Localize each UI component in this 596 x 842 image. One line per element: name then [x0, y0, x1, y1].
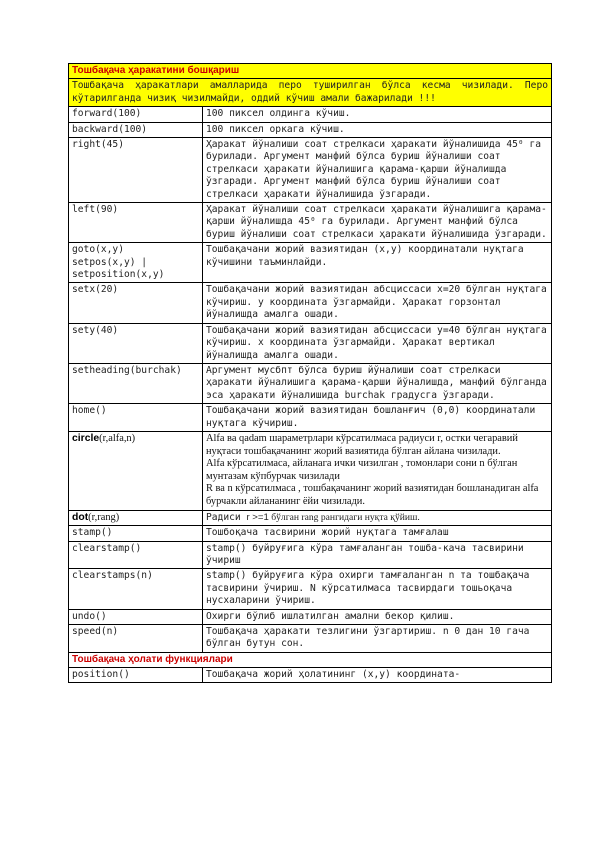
description-cell: Тошбақачани жорий вазиятидан абсциссаси y=40 бўлган нуқтага кўчириш. x координата ўзгармайди. Ҳаракат вертикал йўналишда амалга ошади.	[203, 323, 552, 363]
section-header-row	[69, 652, 552, 667]
command-cell: undo()	[69, 609, 203, 624]
description-cell: Тошбақача ҳаракати тезлигини ўзгартириш. n 0 дан 10 гача бўлган бутун сон.	[203, 624, 552, 652]
description-cell: Тошбақачани жорий вазиятидан бошланғич (0,0) координатали нуқтага кўчириш.	[203, 404, 552, 432]
note-row	[69, 79, 552, 107]
table-row	[69, 667, 552, 682]
pen-note: Тошбақача ҳаракатлари амалларида перо туширилган бўлса кесма чизилади. Перо кўтарилганда чизиқ чизилмайди, оддий кўчиш амали бажарилади !!!	[69, 79, 552, 107]
table-row	[69, 526, 552, 541]
description-cell: Охирги бўлиб ишлатилган амални бекор қилиш.	[203, 609, 552, 624]
command-cell: clearstamp()	[69, 541, 203, 569]
dot-desc-c: бўлган rang рангидаги нуқта қўйиш.	[268, 511, 420, 523]
description-cell: Ҳаракат йўналиши соат стрелкаси ҳаракати йўналишида 45⁰ га бурилади. Аргумент манфий бўлса буриш йўналиши соат стрелкаси ҳаракати йўналишига қарама-қарши йўналишда ўзгаради. Аргумент манфий бўлса буриш йўналиши соат стрелкаси ҳаракати йўналишида ўзгаради.	[203, 138, 552, 203]
table-row-circle	[69, 431, 552, 510]
circle-command-args: (r,alfa,n)	[99, 432, 136, 444]
table-row	[69, 243, 552, 283]
table-row	[69, 323, 552, 363]
table-row	[69, 107, 552, 122]
description-cell: stamp() буйруғига кўра охирги тамғаланган n та тошбақача тасвирини ўчириш. N кўрсатилмаса тасвирдаги тошьоқача нусхаларини ўчириш.	[203, 569, 552, 609]
command-cell: backward(100)	[69, 122, 203, 137]
dot-command-args: (r,rang)	[88, 511, 120, 523]
command-cell: forward(100)	[69, 107, 203, 122]
table-row	[69, 624, 552, 652]
command-cell: left(90)	[69, 203, 203, 243]
table-row-dot	[69, 510, 552, 526]
command-cell: setheading(burchak)	[69, 363, 203, 403]
dot-command-name: dot	[72, 511, 89, 523]
description-cell: 100 пиксел олдинга кўчиш.	[203, 107, 552, 122]
description-cell: Тошбақача жорий ҳолатининг (x,y) координата-	[203, 667, 552, 682]
table-row	[69, 363, 552, 403]
circle-command-name: circle	[72, 432, 100, 444]
section-header-row	[69, 64, 552, 79]
description-cell: Аргумент мусбпт бўлса буриш йўналиши соат стрелкаси ҳаракати йўналишига қарама-қарши йўналишда, манфий бўлганда эса ҳаракати йўналишида burchak градусга ўзгаради.	[203, 363, 552, 403]
section-title-movement: Тошбақача ҳаракатини бошқариш	[69, 64, 552, 79]
command-cell: setx(20)	[69, 283, 203, 323]
table-row	[69, 609, 552, 624]
section-title-state: Тошбақача ҳолати функциялари	[69, 652, 552, 667]
command-cell	[69, 510, 203, 526]
command-cell: home()	[69, 404, 203, 432]
command-cell: right(45)	[69, 138, 203, 203]
circle-desc-1: Alfa ва qadam шараметрлари кўрсатилмаса радиуси r, остки чегаравий нуқтаси тошбақачанинг жорий вазиятида бўлган айлана чизилади.	[206, 432, 518, 457]
description-cell	[203, 431, 552, 510]
commands-table	[68, 63, 552, 683]
command-cell: clearstamps(n)	[69, 569, 203, 609]
description-cell: Тошбақачани жорий вазиятидан абсциссаси x=20 бўлган нуқтага кўчириш. y координата ўзгармайди. Ҳаракат горзонтал йўналишда амалга ошади.	[203, 283, 552, 323]
command-cell: stamp()	[69, 526, 203, 541]
description-cell: 100 пиксел оркага кўчиш.	[203, 122, 552, 137]
table-row	[69, 138, 552, 203]
table-row	[69, 404, 552, 432]
dot-desc-b: r >=1	[246, 511, 269, 523]
command-cell: position()	[69, 667, 203, 682]
description-cell: Ҳаракат йўналиши соат стрелкаси ҳаракати йўналишига қарама-қарши йўналишда 45⁰ га бурилади. Аргумент манфий бўлса буриш йўналиши соат стрелкаси ҳаракати йўналишида ўзгаради.	[203, 203, 552, 243]
dot-desc-a: Радиси	[206, 511, 247, 523]
description-cell	[203, 510, 552, 526]
table-row	[69, 541, 552, 569]
description-cell: stamp() буйруғига кўра тамғаланган тошба-кача тасвирини ўчириш	[203, 541, 552, 569]
command-cell: speed(n)	[69, 624, 203, 652]
command-cell: sety(40)	[69, 323, 203, 363]
command-cell	[69, 431, 203, 510]
table-row	[69, 283, 552, 323]
command-cell: goto(x,y) setpos(x,y) | setposition(x,y)	[69, 243, 203, 283]
description-cell: Тошбақачани жорий вазиятидан (x,y) координатали нуқтага кўчишини таъминлайди.	[203, 243, 552, 283]
table-row	[69, 203, 552, 243]
circle-desc-2: Alfa кўрсатилмаса, айланага ички чизилган , томонлари сони n бўлган мунтазам кўпбурчак чизилади	[206, 458, 518, 482]
table-row	[69, 122, 552, 137]
description-cell: Тошбоқача тасвирини жорий нуқтага тамғалаш	[203, 526, 552, 541]
circle-desc-3: R ва n кўрсатилмаса , тошбақачанинг жорий вазиятидан бошланадиган alfa бурчакли айлананинг ёйи чизилади.	[206, 483, 539, 507]
table-row	[69, 569, 552, 609]
